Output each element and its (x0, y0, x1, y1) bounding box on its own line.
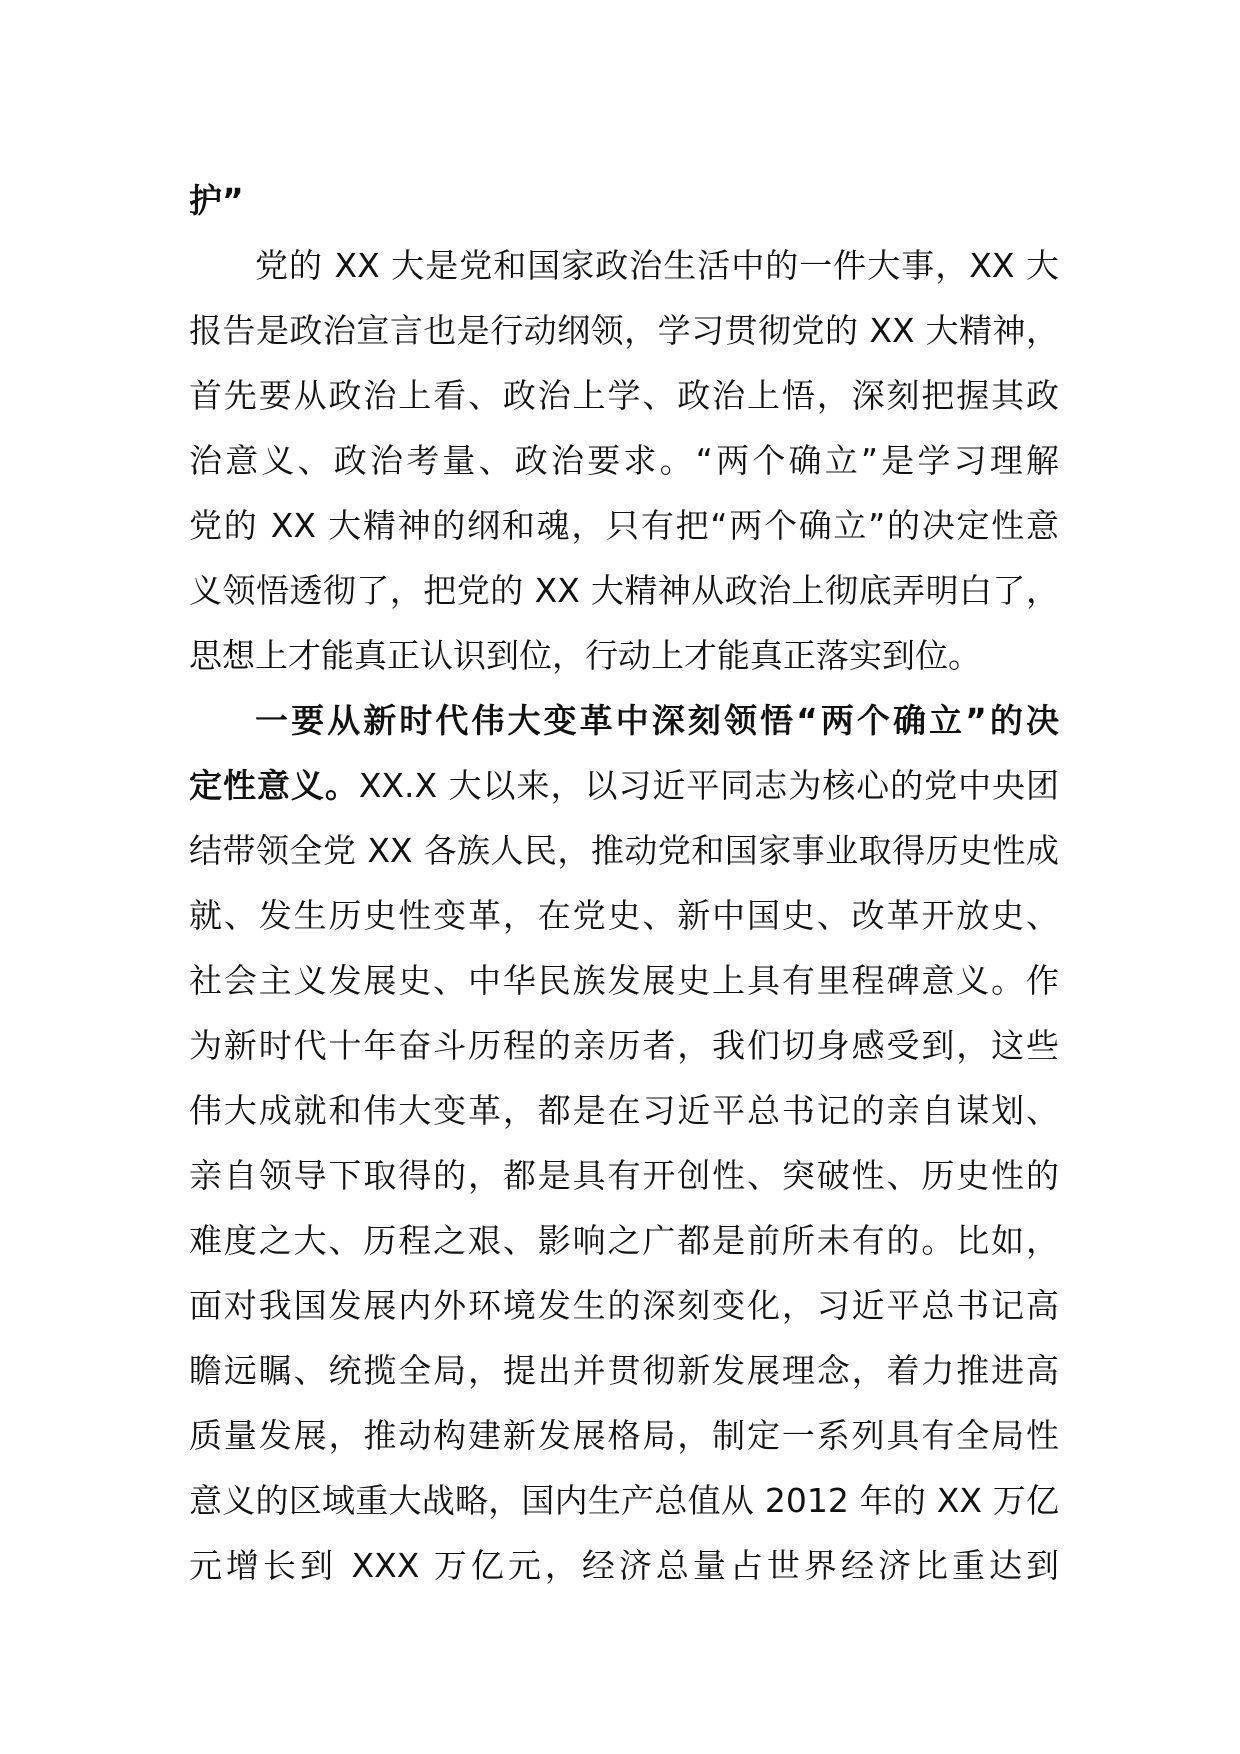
paragraph-2-line (189, 753, 1059, 818)
paragraph-2-line: 面对我国发展内外环境发生的深刻变化，习近平总书记高 (189, 1286, 1059, 1325)
paragraph-1-line: 治意义、政治考量、政治要求。“两个确立”是学习理解 (189, 441, 1059, 480)
paragraph-2-line: 意义的区域重大战略，国内生产总值从 2012 年的 XX 万亿 (189, 1481, 1059, 1520)
paragraph-2-line: 伟大成就和伟大变革，都是在习近平总书记的亲自谋划、 (189, 1091, 1059, 1130)
paragraph-2-bold-heading-end: 定性意义。 (189, 766, 359, 805)
paragraph-2-line: 为新时代十年奋斗历程的亲历者，我们切身感受到，这些 (189, 1026, 1059, 1065)
paragraph-1-line: 义领悟透彻了，把党的 XX 大精神从政治上彻底弄明白了， (189, 571, 1059, 610)
paragraph-2-line: 亲自领导下取得的，都是具有开创性、突破性、历史性的 (189, 1156, 1059, 1195)
paragraph-1-line: 党的 XX 大是党和国家政治生活中的一件大事，XX 大 (255, 246, 1059, 285)
paragraph-1-line: 党的 XX 大精神的纲和魂，只有把“两个确立”的决定性意 (189, 506, 1059, 545)
paragraph-1 (189, 233, 1059, 688)
document-body (189, 168, 1059, 1598)
paragraph-2-line: 质量发展，推动构建新发展格局，制定一系列具有全局性 (189, 1416, 1059, 1455)
paragraph-2-line: 元增长到 XXX 万亿元，经济总量占世界经济比重达到 (189, 1546, 1059, 1585)
paragraph-2-line: 难度之大、历程之艰、影响之广都是前所未有的。比如， (189, 1221, 1059, 1260)
paragraph-2-bold-heading: 一要从新时代伟大变革中深刻领悟“两个确立”的决 (255, 701, 1059, 740)
paragraph-2 (189, 688, 1059, 1598)
paragraph-1-line: 首先要从政治上看、政治上学、政治上悟，深刻把握其政 (189, 376, 1059, 415)
paragraph-1-line: 思想上才能真正认识到位，行动上才能真正落实到位。 (189, 636, 981, 675)
heading-tail: 护” (189, 181, 244, 220)
paragraph-2-line-rest: XX.X 大以来，以习近平同志为核心的党中央团 (358, 766, 1059, 805)
paragraph-2-line: 瞻远瞩、统揽全局，提出并贯彻新发展理念，着力推进高 (189, 1351, 1059, 1390)
paragraph-1-line: 报告是政治宣言也是行动纲领，学习贯彻党的 XX 大精神， (189, 311, 1059, 350)
paragraph-2-line: 社会主义发展史、中华民族发展史上具有里程碑意义。作 (189, 961, 1059, 1000)
paragraph-2-line: 结带领全党 XX 各族人民，推动党和国家事业取得历史性成 (189, 831, 1059, 870)
paragraph-2-line: 就、发生历史性变革，在党史、新中国史、改革开放史、 (189, 896, 1059, 935)
